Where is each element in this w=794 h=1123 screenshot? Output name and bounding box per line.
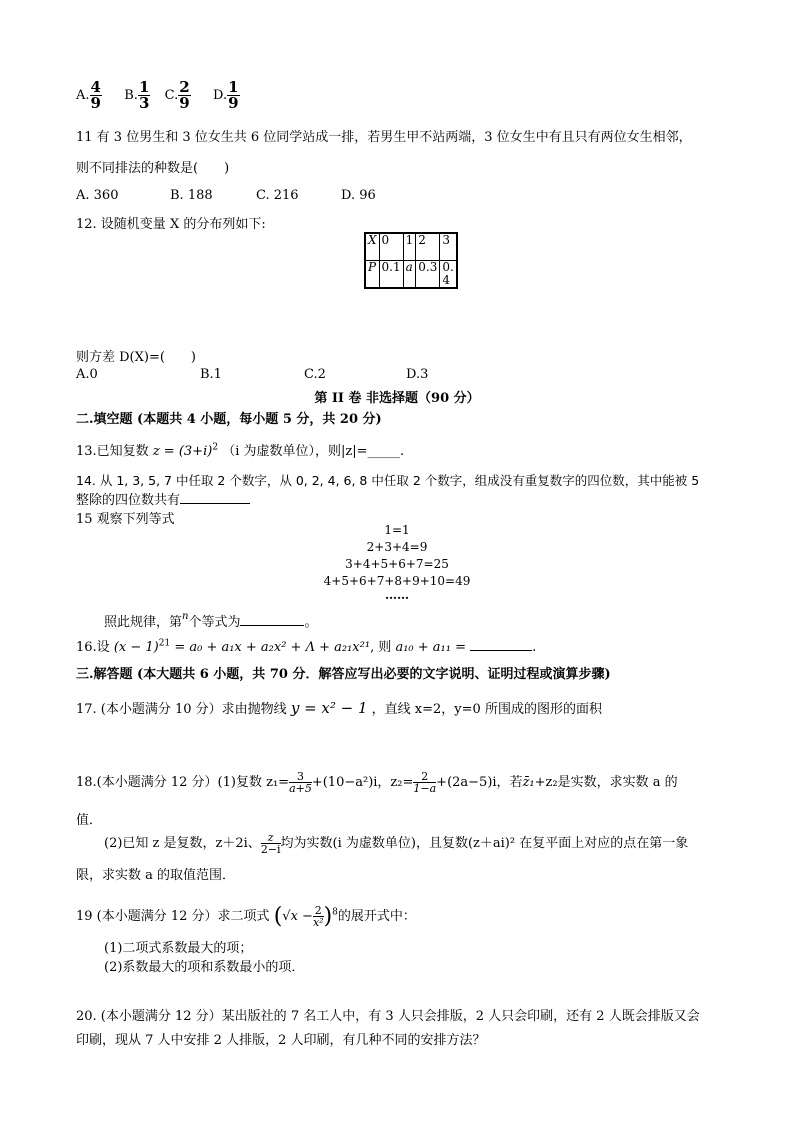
q17-suffix: ，直线 x=2，y=0 所围成的图形的面积	[371, 702, 602, 717]
q10-option-c-fraction: $\frac{2}{9}$	[179, 78, 190, 112]
q13-formula: z = (3+i)	[152, 444, 213, 459]
q15-equation-4: 4+5+6+7+8+9+10=49	[323, 574, 471, 588]
q19-power: 8	[332, 907, 338, 918]
q19-left-paren: (	[273, 904, 283, 929]
q13	[76, 440, 404, 459]
q15-rule-end: 。	[304, 615, 318, 630]
q18-mid-3: +z₂是实数，求实数 a 的	[534, 775, 678, 790]
q16	[76, 636, 536, 655]
table-cell: X	[365, 233, 379, 261]
q16-rhs: = a₀ + a₁x + a₂x² + Λ + a₂₁x²¹	[170, 640, 371, 655]
q15-stem: 15 观察下列等式	[76, 512, 175, 527]
q10-option-a-fraction: $\frac{4}{9}$	[90, 78, 101, 112]
q12-option-d: D.3	[406, 367, 429, 382]
q15-rule-suffix: 个等式为	[188, 615, 241, 630]
q13-prefix: 13.已知复数	[76, 444, 149, 459]
q19	[76, 904, 416, 929]
q13-suffix: （i 为虚数单位），则|z|=_____.	[222, 444, 405, 459]
q10-option-d-label: D.	[213, 88, 228, 103]
section2-heading: 二.填空题 (本题共 4 小题，每小题 5 分，共 20 分)	[76, 412, 382, 427]
section3-heading: 三.解答题 (本大题共 6 小题，共 70 分．解答应写出必要的文字说明、证明过程或演算步骤)	[76, 667, 611, 682]
q19-suffix: 的展开式中：	[337, 909, 416, 924]
q10-option-c-label: C.	[164, 88, 179, 103]
q15-equation-2: 2+3+4=9	[366, 540, 428, 554]
q12-question: 则方差 D(X)=( )	[76, 350, 196, 365]
q14-line-2	[76, 489, 250, 508]
q19-inner: √x −	[282, 909, 313, 924]
q18-mid-1: +(10−a²)i，z₂=	[311, 775, 414, 790]
q16-end: .	[532, 640, 537, 655]
q20-line-2: 印刷，现从 7 人中安排 2 人排版，2 人印刷，有几种不同的安排方法？	[76, 1033, 486, 1048]
part2-title: 第 II 卷 非选择题（90 分）	[314, 391, 480, 406]
q18-fraction-3: $\frac{z}{2-i}$	[260, 831, 281, 856]
table-row	[365, 233, 457, 261]
q18-part1	[76, 771, 678, 794]
q16-mid: , 则	[370, 640, 392, 655]
table-cell: 2	[416, 233, 440, 261]
table-cell: 0.1	[379, 261, 403, 289]
q10-option-b-fraction: $\frac{1}{3}$	[138, 78, 150, 112]
q11-option-c: C. 216	[256, 188, 299, 203]
q15-equation-1: 1=1	[384, 523, 410, 537]
q12-option-b: B.1	[200, 367, 222, 382]
q11-option-b: B. 188	[170, 188, 213, 203]
q18-part2-suffix: 均为实数(i 为虚数单位)，且复数(z＋ai)² 在复平面上对应的点在第一象	[280, 836, 689, 851]
q11-line-2: 则不同排法的种数是( )	[76, 161, 230, 176]
q17-prefix: 17. (本小题满分 10 分）求由抛物线	[76, 702, 287, 717]
q17-formula: y = x² − 1	[290, 699, 368, 717]
q10-option-a-label: A.	[76, 88, 90, 103]
q18-fraction-2: $\frac{2}{1-a}$	[413, 770, 437, 795]
q19-prefix: 19 (本小题满分 12 分）求二项式	[76, 909, 270, 924]
q15-ellipsis: ……	[385, 588, 409, 602]
q16-ask: a₁₀ + a₁₁ =	[395, 640, 466, 655]
q19-right-paren: )	[323, 904, 333, 929]
q20-line-1: 20. (本小题满分 12 分）某出版社的 7 名工人中，有 3 人只会排版，2 人只会印刷，还有 2 人既会排版又会	[76, 1009, 700, 1024]
q10-options	[76, 80, 240, 111]
table-cell: 0	[379, 233, 403, 261]
q15-rule	[104, 611, 318, 630]
table-cell: a	[403, 261, 416, 289]
q15-answer-blank	[240, 613, 304, 626]
q18-prefix: 18.(本小题满分 12 分）(1)复数 z₁=	[76, 775, 290, 790]
q16-formula: (x − 1)	[113, 640, 159, 655]
table-cell: 0.3	[416, 261, 440, 289]
q15-rule-prefix: 照此规律，第	[104, 615, 183, 630]
q15-rule-n: n	[182, 611, 189, 622]
q15-equation-3: 3+4+5+6+7=25	[345, 557, 449, 571]
q19-fraction: $\frac{2}{\text{x²}}$	[312, 904, 324, 929]
q18-mid-2: +(2a−5)i，若	[436, 775, 523, 790]
table-cell: 3	[440, 233, 458, 261]
q14-line-2-text: 整除的四位数共有	[76, 493, 181, 508]
q18-fraction-1: $\frac{3}{a+5}$	[289, 770, 312, 795]
q14-answer-blank	[180, 491, 250, 504]
q14-line-1: 14. 从 1, 3, 5, 7 中任取 2 个数字，从 0, 2, 4, 6, 8 中任取 2 个数字，组成没有重复数字的四位数，其中能被 5	[76, 473, 700, 488]
q12-stem: 12. 设随机变量 X 的分布列如下:	[76, 217, 266, 232]
q10-option-b-label: B.	[124, 88, 138, 103]
q18-line-2: 值．	[76, 813, 103, 828]
table-cell: P	[365, 261, 379, 289]
q13-exponent: 2	[212, 442, 219, 453]
q18-part2	[104, 832, 688, 855]
table-cell: 0.4	[440, 261, 458, 289]
q11-option-d: D. 96	[341, 188, 376, 203]
q18-conjugate: z̄₁	[522, 775, 535, 790]
q18-line-4: 限，求实数 a 的取值范围．	[76, 868, 236, 883]
table-row	[365, 261, 457, 289]
q11-line-1: 11 有 3 位男生和 3 位女生共 6 位同学站成一排，若男生甲不站两端，3 位女生中有且只有两位女生相邻，	[76, 130, 692, 145]
q16-answer-blank	[470, 638, 532, 651]
q17	[76, 698, 602, 717]
q16-prefix: 16.设	[76, 640, 110, 655]
q18-part2-prefix: (2)已知 z 是复数，z＋2i、	[104, 836, 261, 851]
q10-option-d-fraction: $\frac{1}{9}$	[228, 78, 239, 112]
q11-option-a: A. 360	[76, 188, 119, 203]
q12-option-a: A.0	[76, 367, 98, 382]
table-cell: 1	[403, 233, 416, 261]
q16-exponent: 21	[158, 638, 171, 649]
q19-item-1: (1)二项式系数最大的项；	[104, 941, 253, 956]
distribution-table	[364, 232, 458, 289]
q12-option-c: C.2	[304, 367, 326, 382]
q19-item-2: (2)系数最大的项和系数最小的项．	[104, 960, 305, 975]
